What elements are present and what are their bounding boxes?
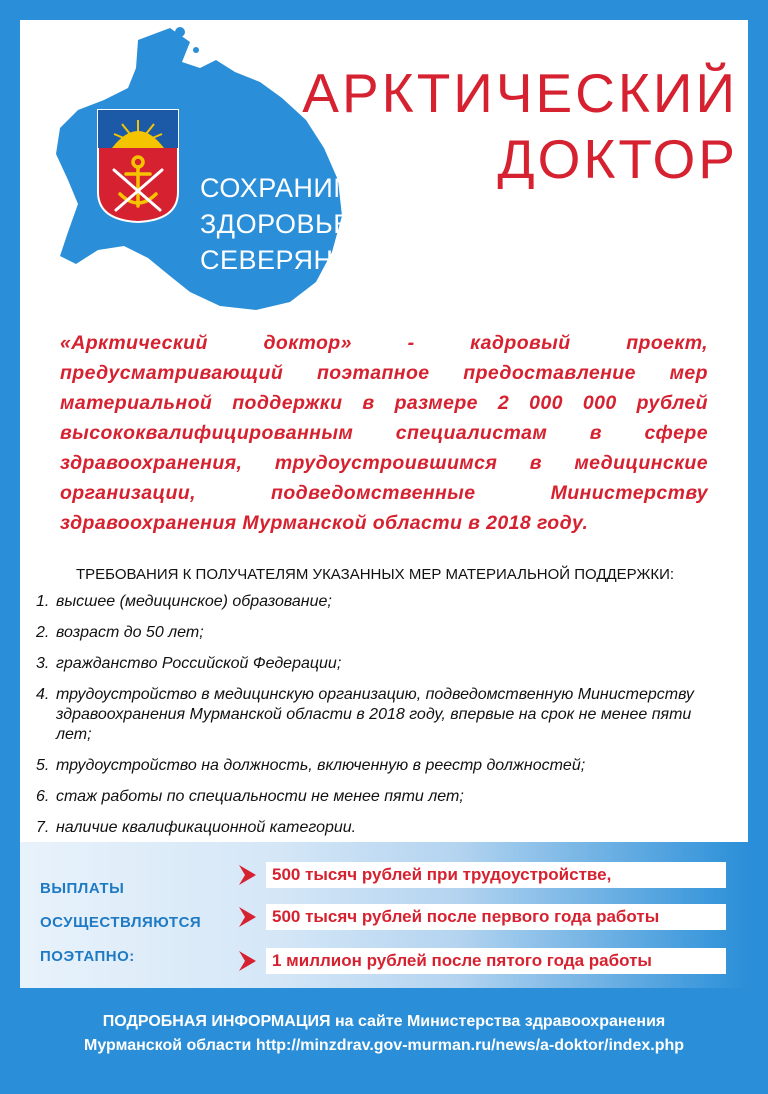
payments-label-line: ОСУЩЕСТВЛЯЮТСЯ — [40, 914, 202, 931]
title-line-1: АРКТИЧЕСКИЙ — [302, 62, 738, 124]
payment-item: 1 миллион рублей после пятого года работы — [266, 948, 726, 974]
requirements-list — [36, 592, 736, 849]
list-item-text: наличие квалификационной категории. — [56, 819, 357, 836]
list-item-number: 7. — [36, 819, 50, 836]
chevron-right-icon — [236, 864, 258, 886]
slogan-line: ЗДОРОВЬЕ — [200, 209, 352, 239]
intro-text-2: высококвалифицированным специалистам в сфере здравоохранения, трудоустроившимся в медицинские организации, подведомственные Министерству здравоохранения Мурманской области в 2018 году. — [60, 422, 708, 534]
coat-of-arms-icon — [96, 108, 180, 224]
list-item — [36, 685, 736, 745]
list-item-number: 2. — [36, 624, 50, 641]
list-item-number: 1. — [36, 593, 50, 610]
slogan-line: СОХРАНИМ — [200, 173, 357, 203]
title-line-2: ДОКТОР — [497, 128, 738, 190]
payment-item: 500 тысяч рублей после первого года работы — [266, 904, 726, 930]
list-item-text: высшее (медицинское) образование; — [56, 593, 332, 610]
page-title — [302, 60, 738, 192]
intro-paragraph — [60, 328, 708, 538]
poster-panel — [20, 20, 748, 842]
list-item — [36, 592, 736, 612]
list-item-text: гражданство Российской Федерации; — [56, 655, 342, 672]
list-item-number: 3. — [36, 655, 50, 672]
footer-text: на сайте Министерства здравоохранения — [330, 1013, 666, 1030]
chevron-right-icon — [236, 906, 258, 928]
list-item — [36, 818, 736, 838]
footer-info — [0, 1010, 768, 1058]
list-item-text: трудоустройство в медицинскую организацию, подведомственную Министерству здравоохранения Мурманской области в 2018 году, впервые на срок не менее пяти лет; — [56, 686, 694, 743]
intro-amount: 2 000 000 рублей — [497, 392, 708, 414]
chevron-right-icon — [236, 950, 258, 972]
list-item-number: 6. — [36, 788, 50, 805]
list-item — [36, 623, 736, 643]
list-item — [36, 756, 736, 776]
project-name: «Арктический доктор» — [60, 332, 352, 354]
intro-dash: - — [351, 332, 471, 354]
list-item — [36, 654, 736, 674]
footer-bold: ПОДРОБНАЯ ИНФОРМАЦИЯ — [102, 1013, 331, 1030]
list-item-number: 4. — [36, 686, 50, 703]
slogan-line: СЕВЕРЯН — [200, 245, 334, 275]
payment-item: 500 тысяч рублей при трудоустройстве, — [266, 862, 726, 888]
footer-line-2: Мурманской области http://minzdrav.gov-murman.ru/news/a-doktor/index.php — [83, 1037, 685, 1054]
payments-label-line: ВЫПЛАТЫ — [40, 880, 125, 897]
list-item-text: стаж работы по специальности не менее пяти лет; — [56, 788, 464, 805]
list-item — [36, 787, 736, 807]
payments-section — [20, 842, 748, 988]
payments-label — [40, 872, 201, 974]
list-item-number: 5. — [36, 757, 50, 774]
list-item-text: возраст до 50 лет; — [56, 624, 204, 641]
footer-line-1 — [0, 1010, 768, 1034]
payments-label-line: ПОЭТАПНО: — [40, 948, 135, 965]
requirements-heading: ТРЕБОВАНИЯ К ПОЛУЧАТЕЛЯМ УКАЗАННЫХ МЕР МАТЕРИАЛЬНОЙ ПОДДЕРЖКИ: — [76, 566, 675, 583]
intro-text-1: кадровый проект, предусматривающий поэтапное предоставление мер материальной поддержки в размере — [60, 332, 708, 414]
list-item-text: трудоустройство на должность, включенную в реестр должностей; — [56, 757, 586, 774]
